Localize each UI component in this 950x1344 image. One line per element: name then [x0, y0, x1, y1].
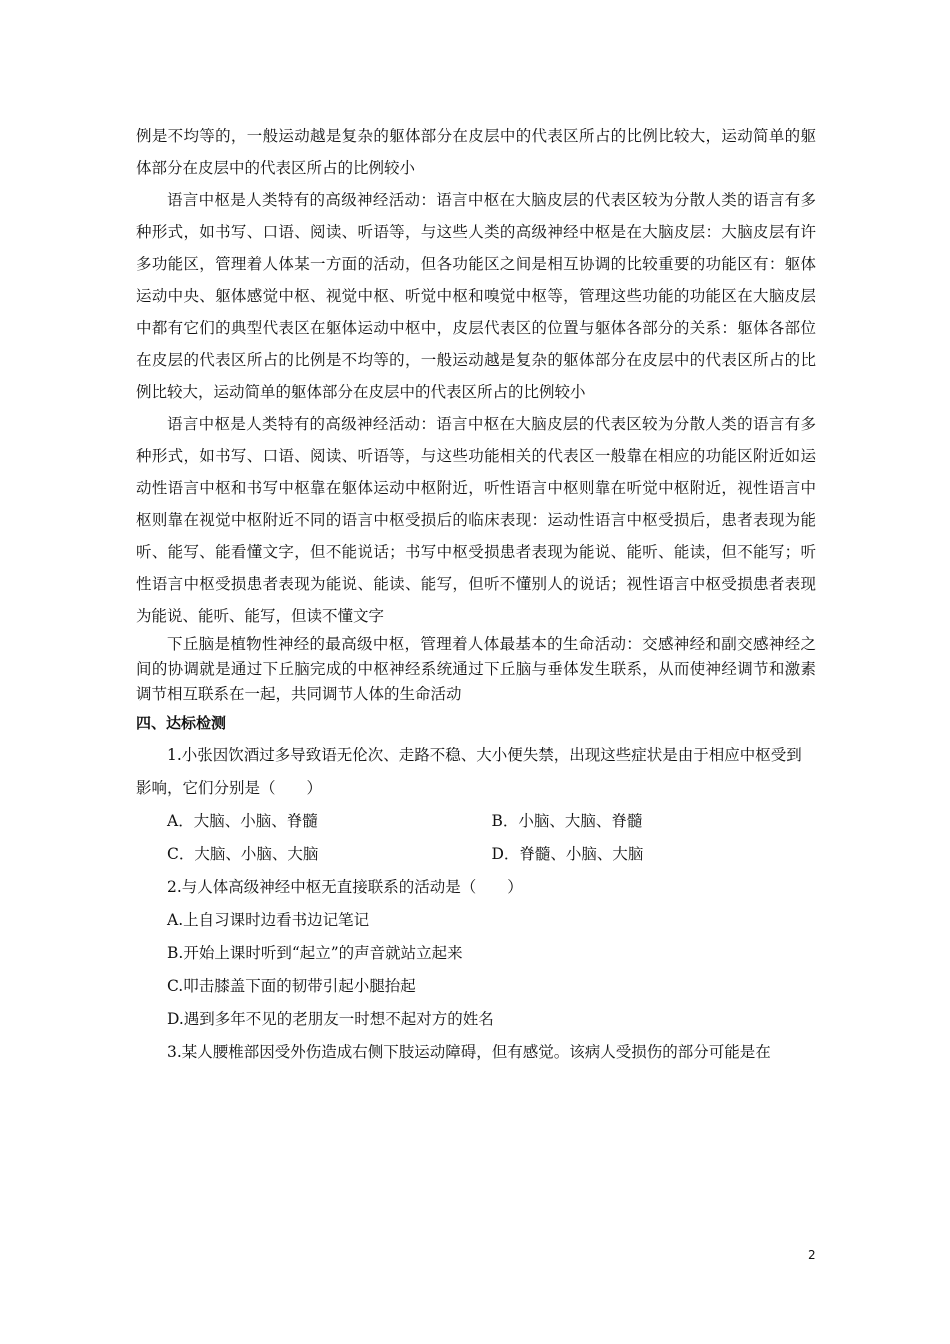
question-2-option-c: C.叩击膝盖下面的韧带引起小腿抬起 — [167, 977, 416, 995]
question-2-option-b: B.开始上课时听到“起立”的声音就站立起来 — [167, 944, 463, 962]
page-content — [136, 120, 816, 1069]
question-2-stem: 2.与人体高级神经中枢无直接联系的活动是（ ） — [167, 878, 523, 896]
paragraph-language-center: 语言中枢是人类特有的高级神经活动：语言中枢在大脑皮层的代表区较为分散人类的语言有多种形式，如书写、口语、阅读、听语等，与这些人类的高级神经中枢是在大脑皮层：大脑皮层有许多功能区，管理着人体某一方面的活动，但各功能区之间是相互协调的比较重要的功能区有：躯体运动中央、躯体感觉中枢、视觉中枢、听觉中枢和嗅觉中枢等，管理这些功能的功能区在大脑皮层中都有它们的典型代表区在躯体运动中枢中，皮层代表区的位置与躯体各部分的关系：躯体各部位在皮层的代表区所占的比例是不均等的，一般运动越是复杂的躯体部分在皮层中的代表区所占的比例比较大，运动简单的躯体部分在皮层中的代表区所占的比例较小 — [136, 191, 816, 401]
question-1-option-a: A．大脑、小脑、脊髓 — [167, 812, 318, 830]
page-number: 2 — [808, 1248, 816, 1262]
question-1-options-row-1 — [136, 805, 816, 838]
paragraph-continuation: 例是不均等的，一般运动越是复杂的躯体部分在皮层中的代表区所占的比例比较大，运动简单的躯体部分在皮层中的代表区所占的比例较小 — [136, 127, 816, 177]
paragraph-hypothalamus: 下丘脑是植物性神经的最高级中枢，管理着人体最基本的生命活动：交感神经和副交感神经之间的协调就是通过下丘脑完成的中枢神经系统通过下丘脑与垂体发生联系，从而使神经调节和激素调节相互联系在一起，共同调节人体的生命活动 — [136, 635, 816, 703]
question-1-option-d: D．脊髓、小脑、大脑 — [491, 845, 644, 863]
question-1-options-row-2 — [136, 838, 816, 871]
question-1-option-b: B．小脑、大脑、脊髓 — [491, 812, 643, 830]
question-1-stem: 1.小张因饮酒过多导致语无伦次、走路不稳、大小便失禁，出现这些症状是由于相应中枢受到影响，它们分别是（ ） — [136, 746, 802, 797]
question-2-option-d: D.遇到多年不见的老朋友一时想不起对方的姓名 — [167, 1010, 494, 1028]
question-1-option-c: C．大脑、小脑、大脑 — [167, 845, 319, 863]
question-2-option-a: A.上自习课时边看书边记笔记 — [167, 911, 370, 929]
paragraph-language-center-damage: 语言中枢是人类特有的高级神经活动：语言中枢在大脑皮层的代表区较为分散人类的语言有多种形式，如书写、口语、阅读、听语等，与这些功能相关的代表区一般靠在相应的功能区附近如运动性语言中枢和书写中枢靠在躯体运动中枢附近，听性语言中枢则靠在听觉中枢附近，视性语言中枢则靠在视觉中枢附近不同的语言中枢受损后的临床表现：运动性语言中枢受损后，患者表现为能听、能写、能看懂文字，但不能说话；书写中枢受损患者表现为能说、能听、能读，但不能写；听性语言中枢受损患者表现为能说、能读、能写，但听不懂别人的说话；视性语言中枢受损患者表现为能说、能听、能写，但读不懂文字 — [136, 415, 816, 625]
section-heading: 四、达标检测 — [136, 714, 227, 732]
question-3-stem: 3.某人腰椎部因受外伤造成右侧下肢运动障碍，但有感觉。该病人受损伤的部分可能是在 — [167, 1043, 771, 1061]
